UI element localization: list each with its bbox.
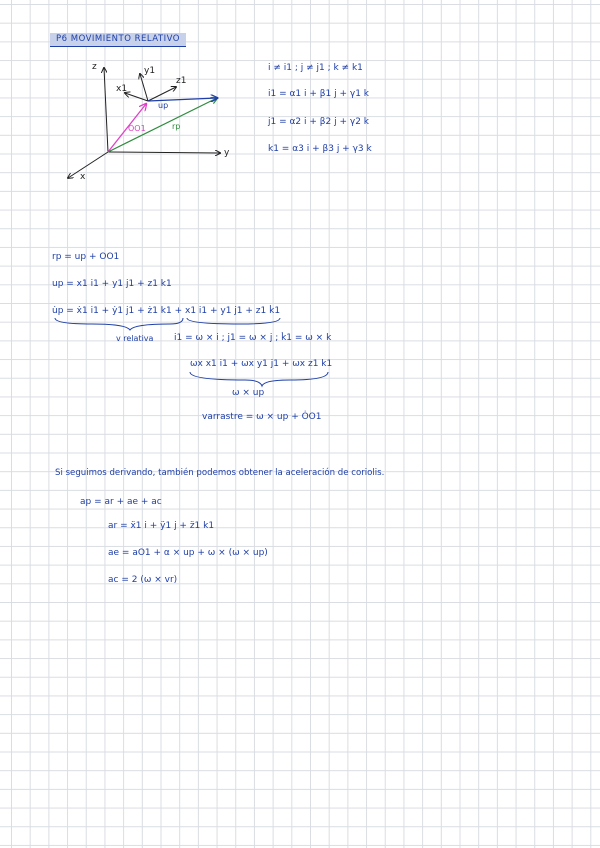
ap-equation: ap = ar + ae + ac bbox=[80, 497, 162, 507]
derivative-rules: i̇1 = ω × i ; j̇1 = ω × j ; k̇1 = ω × k bbox=[174, 333, 332, 343]
x1-axis bbox=[125, 93, 148, 101]
rp-equation: rp = up + OO1 bbox=[52, 252, 120, 262]
ar-equation: ar = ẍ1 i + ÿ1 j + z̈1 k1 bbox=[108, 521, 215, 531]
rp-vector-label: rp bbox=[172, 122, 181, 131]
varrastre-equation: varrastre = ω × up + ȮO1 bbox=[202, 412, 322, 422]
brace-omega bbox=[190, 372, 328, 386]
up-equation: up = x1 i1 + y1 j1 + z1 k1 bbox=[52, 279, 172, 289]
brace-vrel bbox=[55, 318, 183, 330]
y-axis bbox=[108, 152, 220, 153]
y-axis-label: y bbox=[224, 148, 230, 158]
i1-equation: i1 = α1 i + β1 j + γ1 k bbox=[268, 89, 369, 99]
z1-axis-label: z1 bbox=[176, 76, 187, 86]
y1-axis bbox=[140, 74, 148, 101]
basis-inequality: i ≠ i1 ; j ≠ j1 ; k ≠ k1 bbox=[268, 63, 363, 73]
k1-equation: k1 = α3 i + β3 j + γ3 k bbox=[268, 144, 372, 154]
ac-equation: ac = 2 (ω × vr) bbox=[108, 575, 178, 585]
oo1-vector-label: OO1 bbox=[128, 124, 146, 133]
omega-up-label: ω × up bbox=[232, 388, 265, 398]
page-title: P6 MOVIMIENTO RELATIVO bbox=[50, 33, 186, 47]
z-axis bbox=[104, 68, 108, 152]
brace-right bbox=[187, 318, 280, 324]
x1-axis-label: x1 bbox=[116, 84, 128, 94]
ae-equation: ae = aO1 + α × up + ω × (ω × up) bbox=[108, 548, 268, 558]
up-derivative-equation: u̇p = ẋ1 i1 + ẏ1 j1 + ż1 k1 + x1 i̇1 + y1 j̇1 + z1 k̇1 bbox=[52, 306, 281, 316]
coriolis-sentence: Si seguimos derivando, también podemos obtener la aceleración de coriolis. bbox=[55, 468, 385, 478]
j1-equation: j1 = α2 i + β2 j + γ2 k bbox=[268, 117, 369, 127]
z-axis-label: z bbox=[92, 62, 97, 72]
vrel-label: v relativa bbox=[116, 334, 154, 343]
x-axis-label: x bbox=[80, 172, 86, 182]
z1-axis bbox=[148, 87, 176, 101]
expansion-equation: ωx x1 i1 + ωx y1 j1 + ωx z1 k1 bbox=[190, 359, 333, 369]
y1-axis-label: y1 bbox=[144, 66, 156, 76]
x-axis bbox=[68, 152, 108, 178]
up-vector-label: up bbox=[158, 101, 169, 110]
